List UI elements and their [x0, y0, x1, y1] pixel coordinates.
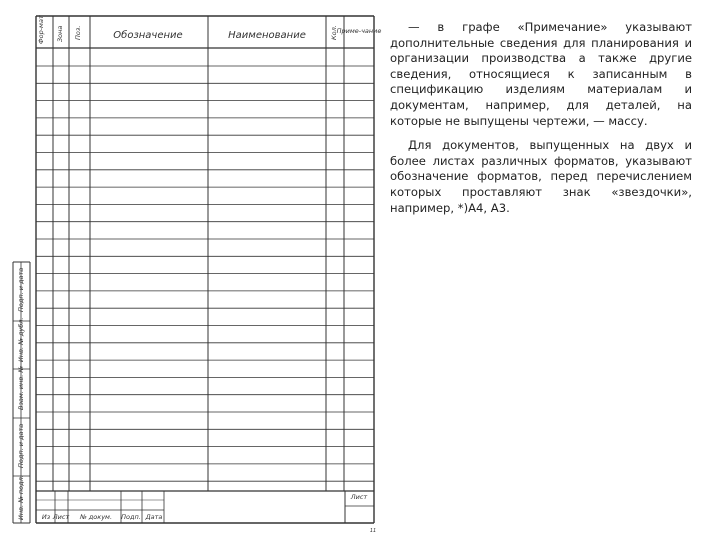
side-label-vzam-inv: Взам. инв. №	[17, 365, 25, 410]
side-label-sign-date-1: Подп. и дата	[17, 267, 25, 312]
paragraph-formats: Для документов, выпущенных на двух и более листах различных форматов, указывают обозначение форматов, перед перечислением которых проставляют знак «звездочки», например, *)А4, А3.	[390, 138, 692, 215]
footer-change: Из	[41, 513, 51, 521]
header-name: Наименование	[228, 30, 306, 41]
footer-date: Дата	[145, 513, 163, 521]
paragraph-note-column: — в графе «Примечание» указывают дополнительные сведения для планирования и организации производства а также другие сведения, относящиеся к записанным в спецификацию изделиям материалам и документам, например, для деталей, на которые не выпущены чертежи, — массу.	[390, 20, 692, 128]
header-zone: Зона	[56, 25, 64, 42]
header-format: Фор-мат	[37, 15, 45, 44]
page-marker: 11	[369, 528, 377, 534]
footer-sheet: Лист	[52, 513, 70, 521]
header-note: Приме-чание	[336, 27, 382, 35]
footer-doc-no: № докум.	[79, 513, 113, 521]
description-text	[390, 20, 692, 225]
form-grid	[13, 16, 374, 523]
footer-signature: Подп.	[121, 513, 141, 521]
header-position: Поз.	[74, 25, 82, 40]
footer-sheet-box: Лист	[350, 493, 368, 501]
side-label-inv-podl: Инв. № подл.	[17, 475, 25, 520]
side-label-sign-date-2: Подп. и дата	[17, 423, 25, 468]
side-label-inv-dubl: Инв. № дубл.	[17, 317, 25, 362]
header-quantity: Кол.	[330, 25, 338, 40]
header-designation: Обозначение	[113, 30, 183, 41]
